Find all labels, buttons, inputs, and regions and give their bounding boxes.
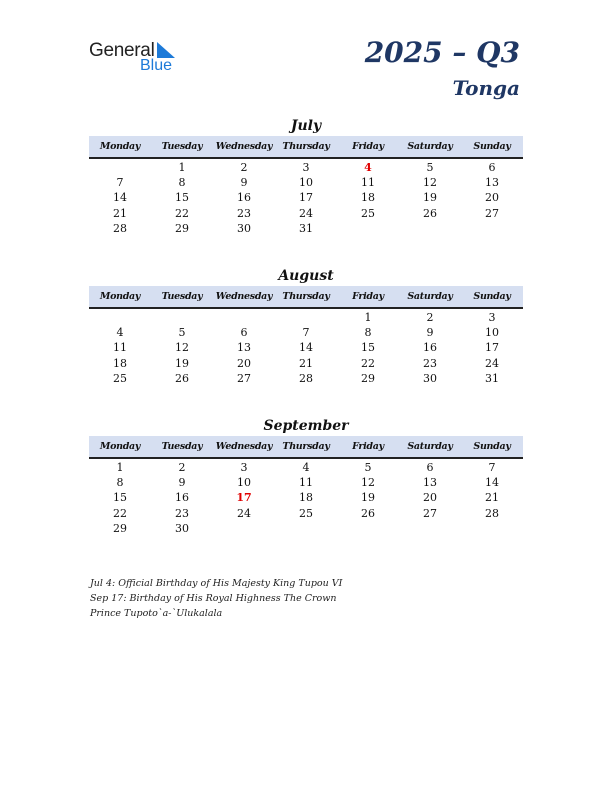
day-cell: 27 (237, 371, 251, 385)
day-cell: 13 (485, 176, 499, 190)
weekday-label: Wednesday (215, 291, 273, 302)
holiday-note: Sep 17: Birthday of His Royal Highness The Crown (90, 593, 337, 604)
weekday-label: Saturday (407, 291, 453, 302)
day-cell: 1 (364, 311, 372, 324)
day-cell: 22 (113, 506, 127, 520)
day-cell: 29 (175, 221, 189, 235)
empty-day-cell (213, 310, 275, 325)
day-cell: 11 (361, 176, 375, 190)
day-cell: 21 (299, 356, 313, 370)
day-cell: 8 (178, 176, 186, 190)
day-cell: 28 (299, 371, 313, 385)
day-cell: 9 (178, 476, 186, 490)
month-august (89, 266, 523, 386)
day-cell: 1 (178, 161, 186, 174)
empty-day-cell (89, 160, 151, 175)
holiday-notes (90, 576, 390, 621)
day-cell: 4 (116, 326, 124, 340)
day-cell: 31 (299, 221, 313, 235)
day-cell: 21 (485, 491, 499, 505)
day-cell: 10 (237, 476, 251, 490)
day-cell: 11 (299, 476, 313, 490)
weekday-label: Wednesday (215, 441, 273, 452)
day-cell: 17 (485, 341, 499, 355)
weekday-label: Thursday (282, 291, 330, 302)
day-cell: 12 (175, 341, 189, 355)
holiday-note: Jul 4: Official Birthday of His Majesty King Tupou VI (90, 578, 343, 589)
day-cell: 14 (299, 341, 313, 355)
day-cell: 23 (175, 506, 189, 520)
day-cell: 30 (237, 221, 251, 235)
day-cell: 7 (116, 176, 124, 190)
day-cell: 19 (175, 356, 189, 370)
day-cell: 11 (113, 341, 127, 355)
day-cell: 6 (240, 326, 248, 340)
day-cell: 27 (485, 206, 499, 220)
day-grid (89, 159, 523, 236)
weekday-label: Saturday (407, 441, 453, 452)
day-cell: 27 (423, 506, 437, 520)
weekday-label: Sunday (473, 291, 511, 302)
day-cell: 13 (237, 341, 251, 355)
day-cell: 15 (175, 191, 189, 205)
weekday-label: Saturday (407, 141, 453, 152)
empty-day-cell (151, 310, 213, 325)
day-cell: 9 (426, 326, 434, 340)
weekday-label: Monday (99, 441, 141, 452)
day-cell: 1 (116, 461, 124, 474)
day-cell: 4 (302, 461, 310, 474)
day-cell: 3 (240, 461, 248, 474)
day-cell: 3 (488, 311, 496, 324)
day-cell: 3 (302, 161, 310, 174)
day-cell: 18 (361, 191, 375, 205)
month-september (89, 416, 523, 536)
day-cell: 23 (237, 206, 251, 220)
logo-general-text: General (89, 40, 155, 61)
month-title: July (290, 118, 322, 134)
day-cell: 19 (361, 491, 375, 505)
weekday-label: Sunday (473, 441, 511, 452)
day-cell: 10 (485, 326, 499, 340)
day-cell: 21 (113, 206, 127, 220)
day-cell: 5 (178, 326, 186, 340)
day-cell: 15 (113, 491, 127, 505)
month-title: September (263, 418, 349, 434)
day-cell: 31 (485, 371, 499, 385)
day-cell: 24 (237, 506, 251, 520)
day-cell: 26 (423, 206, 437, 220)
day-cell: 28 (113, 221, 127, 235)
day-cell: 22 (175, 206, 189, 220)
day-cell: 12 (361, 476, 375, 490)
day-cell: 14 (113, 191, 127, 205)
day-cell: 5 (364, 461, 372, 474)
weekday-label: Monday (99, 141, 141, 152)
day-cell: 15 (361, 341, 375, 355)
day-grid (89, 459, 523, 536)
weekday-label: Tuesday (161, 291, 203, 302)
day-cell: 2 (240, 161, 248, 174)
day-cell: 19 (423, 191, 437, 205)
weekday-label: Thursday (282, 141, 330, 152)
day-cell: 25 (299, 506, 313, 520)
day-cell: 23 (423, 356, 437, 370)
day-cell: 30 (423, 371, 437, 385)
page-title: 2025 – Q3 (364, 36, 520, 69)
month-july (89, 116, 523, 236)
day-cell: 20 (423, 491, 437, 505)
empty-day-cell (275, 310, 337, 325)
day-cell: 8 (116, 476, 124, 490)
day-cell: 9 (240, 176, 248, 190)
day-grid (89, 309, 523, 386)
day-cell: 16 (175, 491, 189, 505)
weekday-header (89, 436, 523, 459)
day-cell: 7 (302, 326, 310, 340)
weekday-label: Monday (99, 291, 141, 302)
day-cell: 6 (488, 161, 496, 174)
day-cell: 24 (485, 356, 499, 370)
day-cell: 12 (423, 176, 437, 190)
day-cell: 13 (423, 476, 437, 490)
month-title: August (278, 268, 334, 284)
day-cell: 8 (364, 326, 372, 340)
generalblue-logo (89, 40, 189, 76)
day-cell: 14 (485, 476, 499, 490)
holiday-day-cell: 17 (236, 491, 252, 505)
day-cell: 30 (175, 521, 189, 535)
day-cell: 17 (299, 191, 313, 205)
day-cell: 18 (113, 356, 127, 370)
day-cell: 7 (488, 461, 496, 474)
day-cell: 2 (426, 311, 434, 324)
day-cell: 29 (113, 521, 127, 535)
day-cell: 26 (175, 371, 189, 385)
day-cell: 24 (299, 206, 313, 220)
day-cell: 25 (113, 371, 127, 385)
day-cell: 20 (485, 191, 499, 205)
day-cell: 26 (361, 506, 375, 520)
day-cell: 28 (485, 506, 499, 520)
weekday-label: Wednesday (215, 141, 273, 152)
weekday-header (89, 286, 523, 309)
holiday-note: Prince Tupoto`a-`Ulukalala (90, 608, 223, 619)
day-cell: 22 (361, 356, 375, 370)
day-cell: 20 (237, 356, 251, 370)
weekday-label: Friday (352, 291, 384, 302)
weekday-label: Friday (352, 141, 384, 152)
weekday-label: Thursday (282, 441, 330, 452)
day-cell: 2 (178, 461, 186, 474)
holiday-day-cell: 4 (364, 161, 372, 174)
day-cell: 16 (237, 191, 251, 205)
day-cell: 6 (426, 461, 434, 474)
day-cell: 5 (426, 161, 434, 174)
day-cell: 10 (299, 176, 313, 190)
country-name: Tonga (452, 76, 520, 100)
weekday-label: Tuesday (161, 441, 203, 452)
day-cell: 16 (423, 341, 437, 355)
weekday-label: Tuesday (161, 141, 203, 152)
day-cell: 25 (361, 206, 375, 220)
weekday-header (89, 136, 523, 159)
logo-blue-text: Blue (140, 57, 173, 74)
day-cell: 29 (361, 371, 375, 385)
weekday-label: Sunday (473, 141, 511, 152)
empty-day-cell (89, 310, 151, 325)
day-cell: 18 (299, 491, 313, 505)
weekday-label: Friday (352, 441, 384, 452)
